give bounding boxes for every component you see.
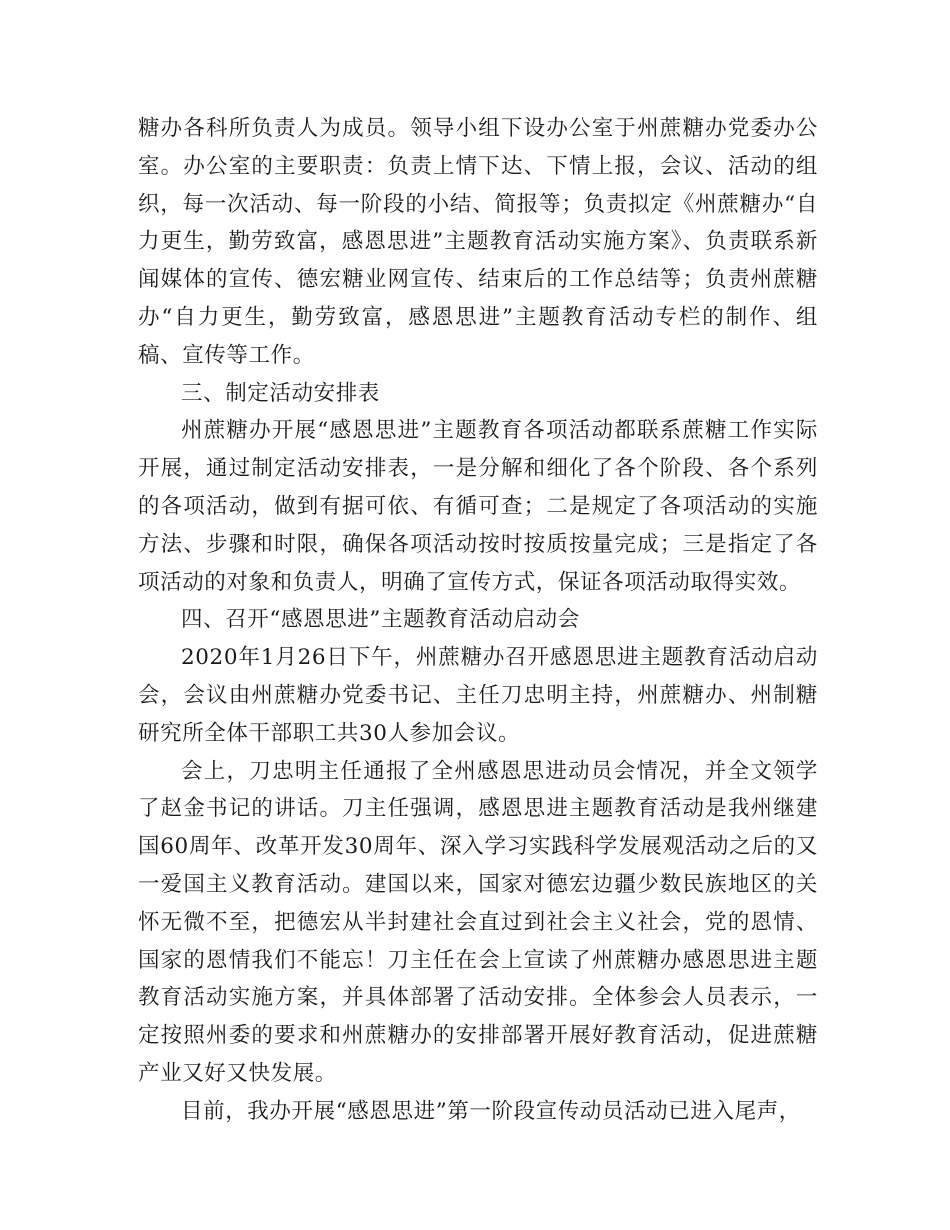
section-heading-4: 四、召开“感恩思进”主题教育活动启动会 xyxy=(181,607,580,633)
paragraph-leadership-office: 糖办各科所负责人为成员。领导小组下设办公室于州蔗糖办党委办公室。办公室的主要职责：负责上情下达、下情上报，会议、活动的组织，每一次活动、每一阶段的小结、简报等；负责拟定《州蔗糖办“自力更生，勤劳致富，感恩思进”主题教育活动实施方案》、负责联系新闻媒体的宣传、德宏糖业网宣传、结束后的工作总结等；负责州蔗糖办“自力更生，勤劳致富，感恩思进”主题教育活动专栏的制作、组稿、宣传等工作。 xyxy=(138,116,818,368)
paragraph-current-progress: 目前，我办开展“感恩思进”第一阶段宣传动员活动已进入尾声， xyxy=(181,1098,801,1124)
paragraph-activity-schedule: 州蔗糖办开展“感恩思进”主题教育各项活动都联系蔗糖工作实际开展，通过制定活动安排表，一是分解和细化了各个阶段、各个系列的各项活动，做到有据可依、有循可查；二是规定了各项活动的实施方法、步骤和时限，确保各项活动按时按质按量完成；三是指定了各项活动的对象和负责人，明确了宣传方式，保证各项活动取得实效。 xyxy=(138,418,818,595)
document-body xyxy=(138,110,818,1131)
section-heading-3: 三、制定活动安排表 xyxy=(181,380,380,406)
paragraph-meeting-details: 会上，刀忠明主任通报了全州感恩思进动员会情况，并全文领学了赵金书记的讲话。刀主任强调，感恩思进主题教育活动是我州继建国60周年、改革开发30周年、深入学习实践科学发展观活动之后的又一爱国主义教育活动。建国以来，国家对德宏边疆少数民族地区的关怀无微不至，把德宏从半封建社会直过到社会主义社会，党的恩情、国家的恩情我们不能忘！刀主任在会上宣读了州蔗糖办感恩思进主题教育活动实施方案，并具体部署了活动安排。全体参会人员表示，一定按照州委的要求和州蔗糖办的安排部署开展好教育活动，促进蔗糖产业又好又快发展。 xyxy=(138,758,818,1086)
paragraph-kickoff-meeting: 2020年1月26日下午，州蔗糖办召开感恩思进主题教育活动启动会，会议由州蔗糖办党委书记、主任刀忠明主持，州蔗糖办、州制糖研究所全体干部职工共30人参加会议。 xyxy=(138,645,818,746)
